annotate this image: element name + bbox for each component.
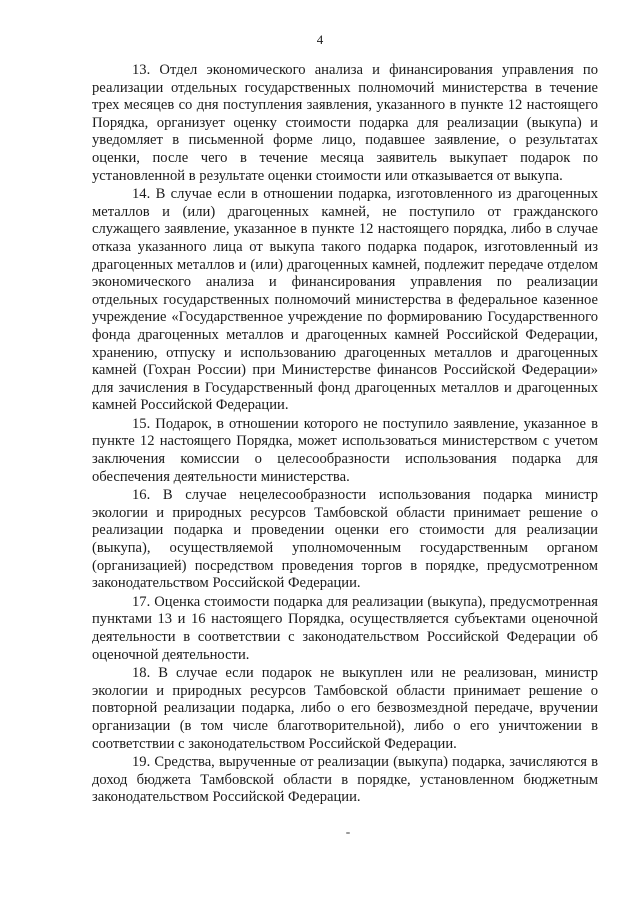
paragraph-15: 15. Подарок, в отношении которого не поступило заявление, указанное в пункте 12 настоящего Порядка, может использоваться министерством с учетом заключения комиссии о целесообразности использования подарка для обеспечения деятельности министерства. xyxy=(92,415,598,485)
document-body xyxy=(92,62,598,807)
paragraph-17: 17. Оценка стоимости подарка для реализации (выкупа), предусмотренная пунктами 13 и 16 настоящего Порядка, осуществляется субъектами оценочной деятельности в соответствии с законодательством Российской Федерации об оценочной деятельности. xyxy=(92,593,598,663)
paragraph-14: 14. В случае если в отношении подарка, изготовленного из драгоценных металлов и (или) драгоценных камней, не поступило от гражданского служащего заявление, указанное в пункте 12 настоящего порядка, либо в случае отказа указанного лица от выкупа такого подарка подарок, изготовленный из драгоценных металлов и (или) драгоценных камней, подлежит передаче отделом экономического анализа и финансирования управления по реализации отдельных государственных полномочий министерства в федеральное казенное учреждение «Государственное учреждение по формированию Государственного фонда драгоценных металлов и драгоценных камней Российской Федерации, хранению, отпуску и использованию драгоценных металлов и драгоценных камней (Гохран России) при Министерстве финансов Российской Федерации» для зачисления в Государственный фонд драгоценных металлов и драгоценных камней Российской Федерации. xyxy=(92,186,598,414)
paragraph-18: 18. В случае если подарок не выкуплен или не реализован, министр экологии и природных ресурсов Тамбовской области принимает решение о повторной реализации подарка, либо о его безвозмездной передаче, вручении организации (в том числе благотворительной), либо о его уничтожении в соответствии с законодательством Российской Федерации. xyxy=(92,665,598,752)
paragraph-19: 19. Средства, вырученные от реализации (выкупа) подарка, зачисляются в доход бюджета Тамбовской области в порядке, установленном бюджетным законодательством Российской Федерации. xyxy=(92,754,598,806)
paragraph-13: 13. Отдел экономического анализа и финансирования управления по реализации отдельных государственных полномочий министерства в течение трех месяцев со дня поступления заявления, указанного в пункте 12 настоящего Порядка, организует оценку стоимости подарка для реализации (выкупа) и уведомляет в письменной форме лицо, подавшее заявление, о результатах оценки, после чего в течение месяца заявитель выкупает подарок по установленной в результате оценки стоимости или отказывается от выкупа. xyxy=(92,62,598,184)
paragraph-16: 16. В случае нецелесообразности использования подарка министр экологии и природных ресурсов Тамбовской области принимает решение о реализации подарка и проведении оценки его стоимости для реализации (выкупа), осуществляемой уполномоченным государственным органом (организацией) посредством проведения торгов в порядке, предусмотренном законодательством Российской Федерации. xyxy=(92,487,598,592)
scan-dust-mark xyxy=(346,832,350,834)
page-number: 4 xyxy=(316,32,324,47)
